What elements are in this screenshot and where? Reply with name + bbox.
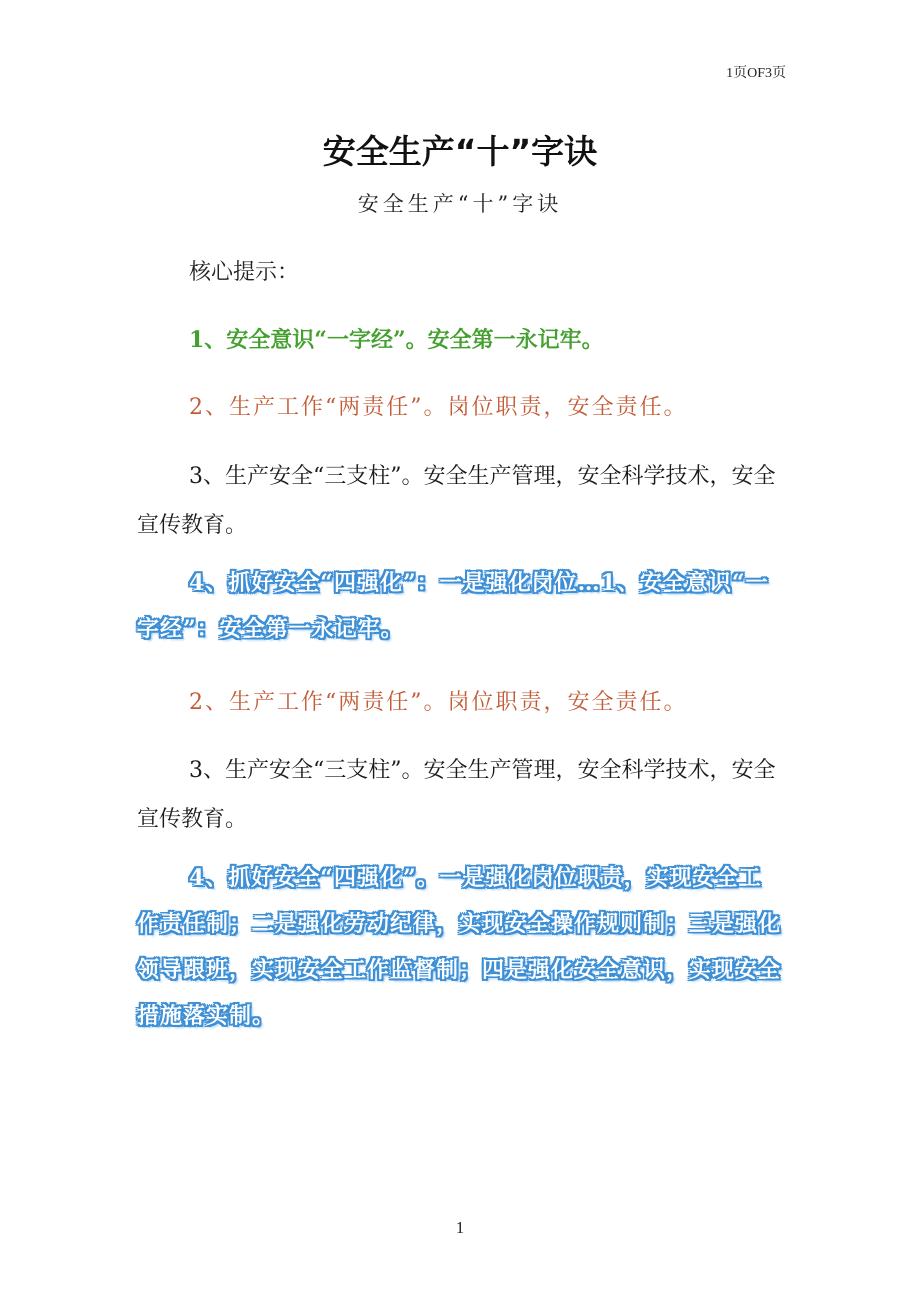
paragraph-5-two-responsibilities-repeat: 2、生产工作“两责任”。岗位职责，安全责任。 bbox=[189, 690, 688, 715]
paragraph-1-safety-awareness: 1、安全意识“一字经”。安全第一永记牢。 bbox=[189, 327, 604, 353]
document-title: 安全生产“十”字诀 bbox=[322, 132, 598, 171]
page-number: 1 bbox=[455, 1218, 465, 1237]
document-subtitle: 安全生产“十”字诀 bbox=[357, 192, 563, 216]
paragraph-4-four-strengthenings-excerpt: 4、抓好安全“四强化”：一是强化岗位…1、安全意识“一字经”：安全第一永记牢。 bbox=[137, 570, 769, 642]
core-tip-heading: 核心提示： bbox=[189, 260, 300, 285]
paragraph-2-two-responsibilities: 2、生产工作“两责任”。岗位职责，安全责任。 bbox=[189, 395, 688, 420]
page-count-label: 1页OF3页 bbox=[726, 66, 786, 81]
paragraph-7-four-strengthenings: 4、抓好安全“四强化”。一是强化岗位职责，实现安全工作责任制；二是强化劳动纪律，实现安全操作规则制；三是强化领导跟班，实现安全工作监督制；四是强化安全意识，实现安全措施落实制。 bbox=[137, 865, 782, 1029]
paragraph-6-three-pillars-repeat: 3、生产安全“三支柱”。安全生产管理，安全科学技术，安全宣传教育。 bbox=[137, 758, 776, 832]
paragraph-3-three-pillars: 3、生产安全“三支柱”。安全生产管理，安全科学技术，安全宣传教育。 bbox=[137, 464, 776, 538]
